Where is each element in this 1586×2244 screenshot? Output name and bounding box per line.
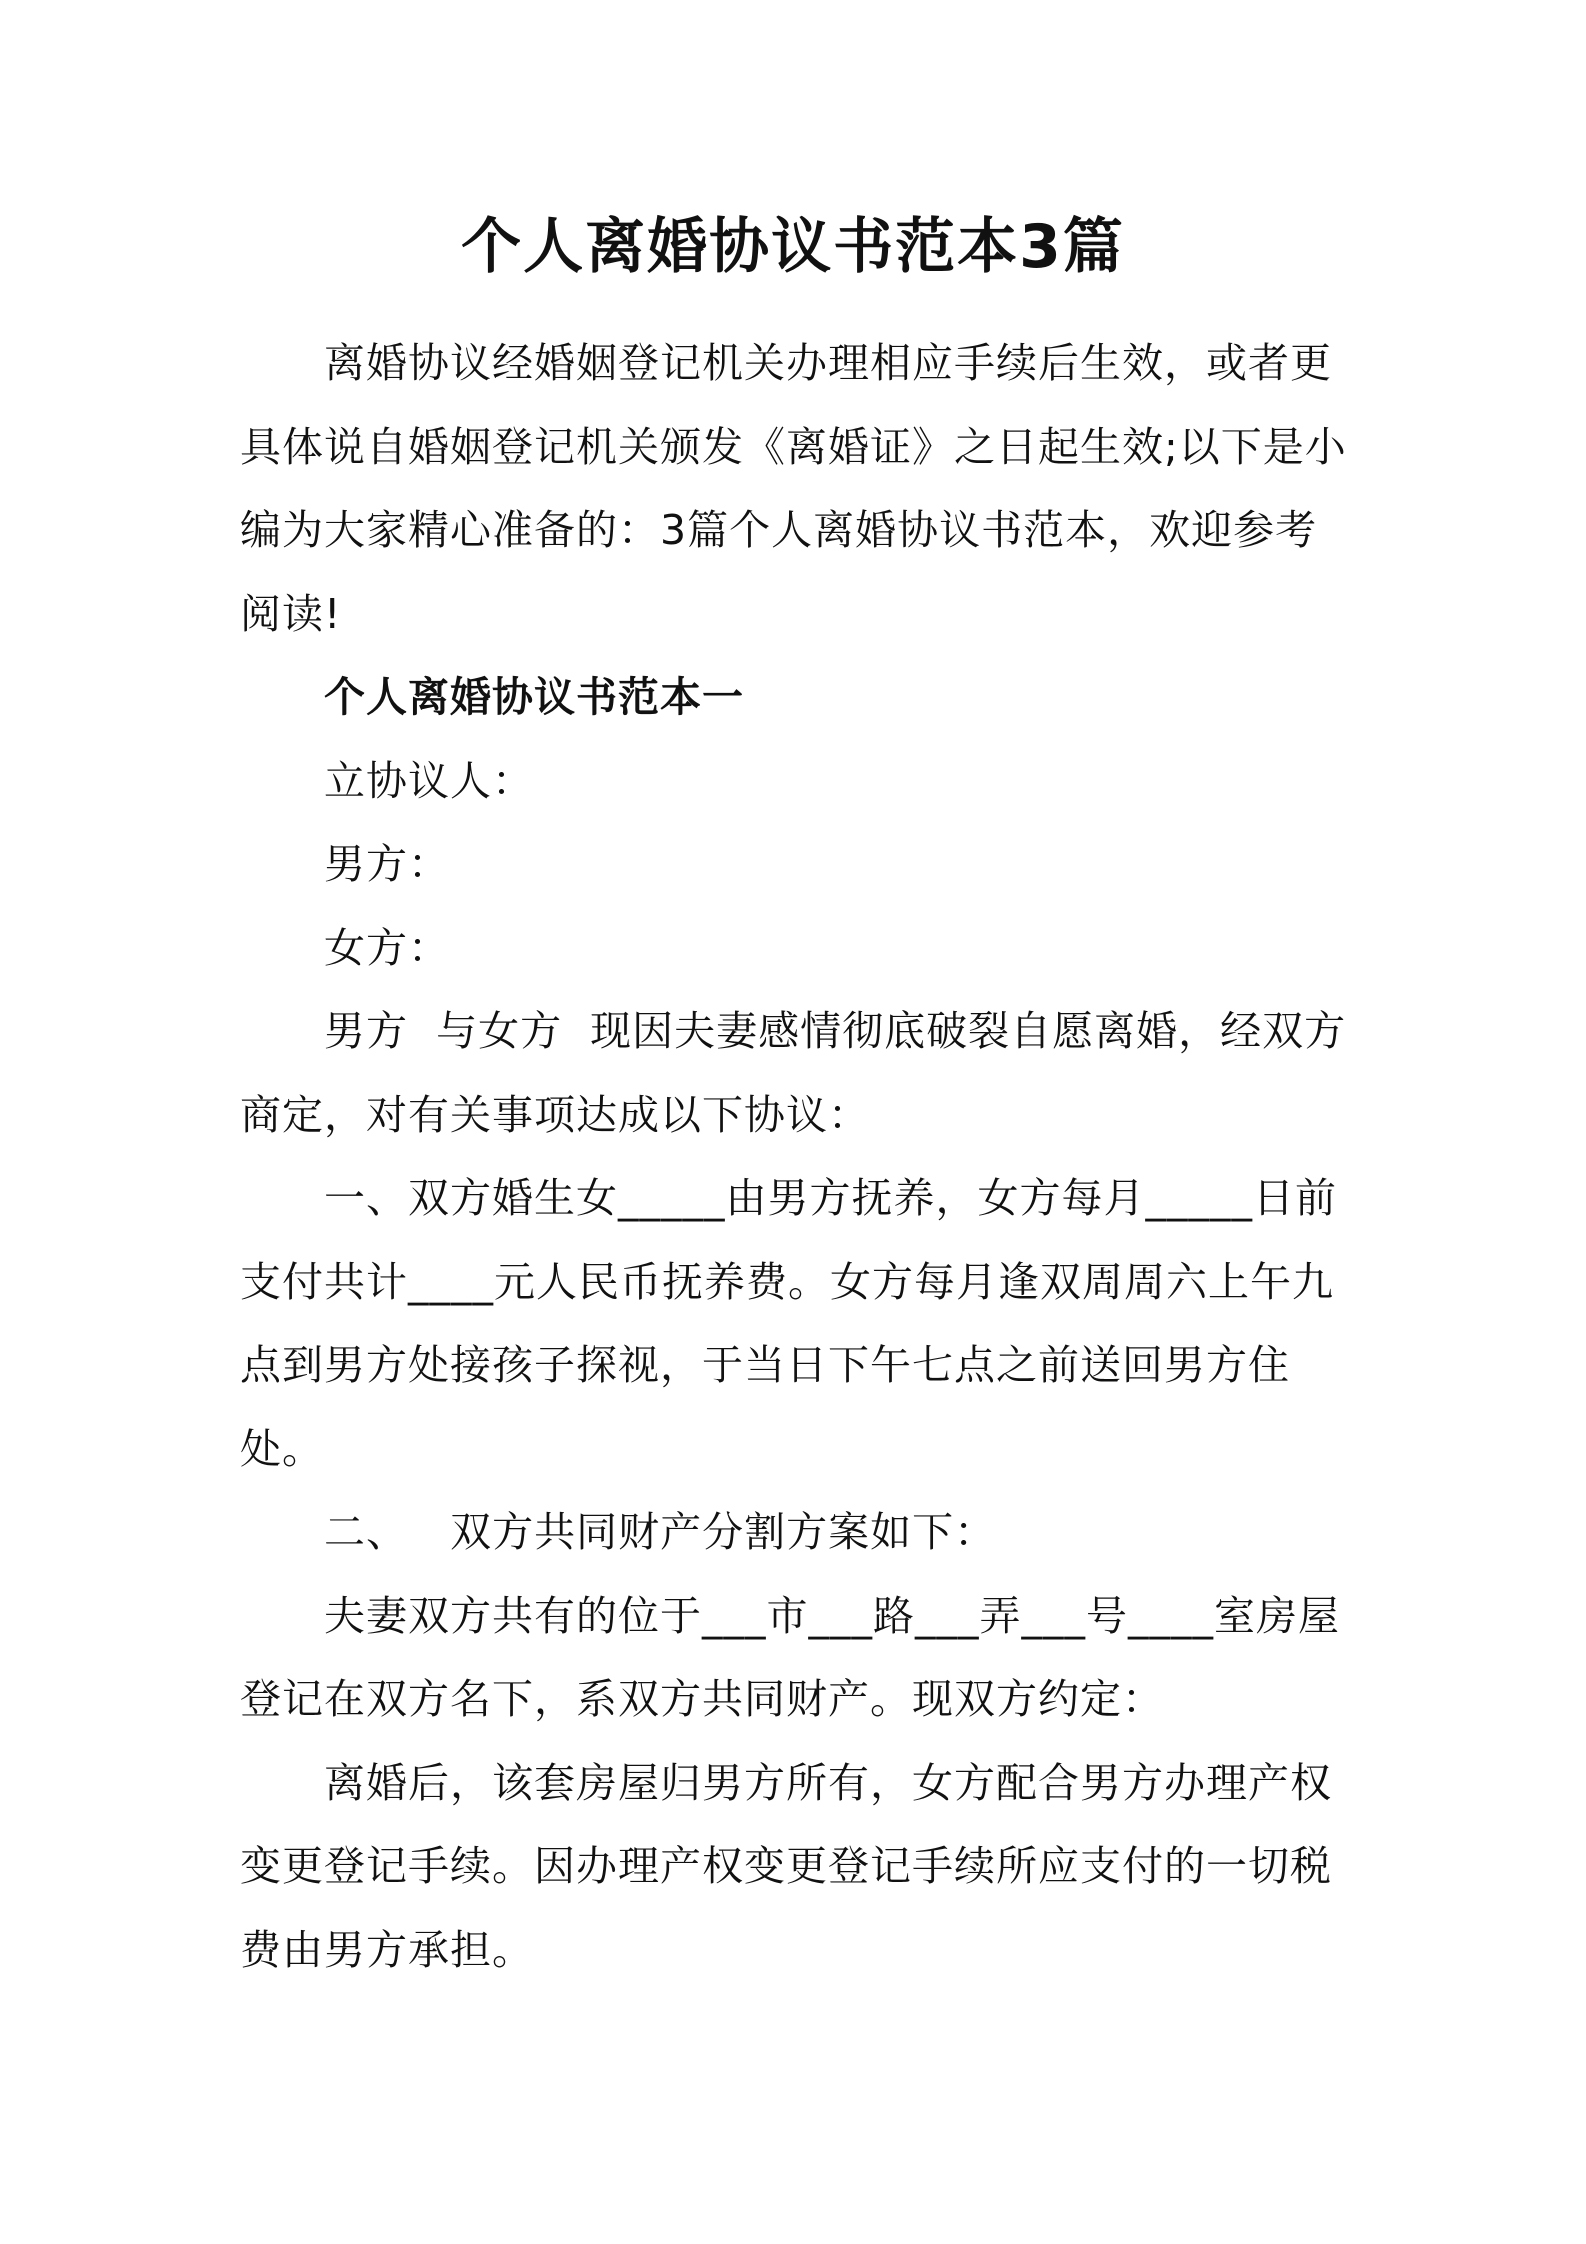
clause-property-heading: 二、 双方共同财产分割方案如下： (324, 1508, 997, 1556)
clause-property-allocation: 离婚后，该套房屋归男方所有，女方配合男方办理产权变更登记手续。因办理产权变更登记手续所应支付的一切税费由男方承担。 (240, 1758, 1332, 1974)
document-body (240, 322, 1356, 1992)
clause-child-custody: 一、双方婚生女_____由男方抚养，女方每月_____日前支付共计____元人民币抚养费。女方每月逢双周周六上午九点到男方处接孩子探视，于当日下午七点之前送回男方住处。 (240, 1174, 1337, 1473)
clause-property-description: 夫妻双方共有的位于___市___路___弄___号____室房屋登记在双方名下，系双方共同财产。现双方约定： (240, 1591, 1340, 1723)
document-title: 个人离婚协议书范本3篇 (461, 212, 1125, 282)
male-party-label: 男方： (324, 840, 450, 888)
female-party-label: 女方： (324, 923, 450, 972)
agreement-preamble: 男方 与女方 现因夫妻感情彻底破裂自愿离婚，经双方商定，对有关事项达成以下协议： (240, 1007, 1347, 1139)
section-heading-template-one: 个人离婚协议书范本一 (324, 673, 744, 721)
parties-label: 立协议人： (324, 756, 534, 805)
intro-paragraph: 离婚协议经婚姻登记机关办理相应手续后生效，或者更具体说自婚姻登记机关颁发《离婚证》之日起生效;以下是小编为大家精心准备的：3篇个人离婚协议书范本，欢迎参考阅读! (240, 339, 1347, 638)
